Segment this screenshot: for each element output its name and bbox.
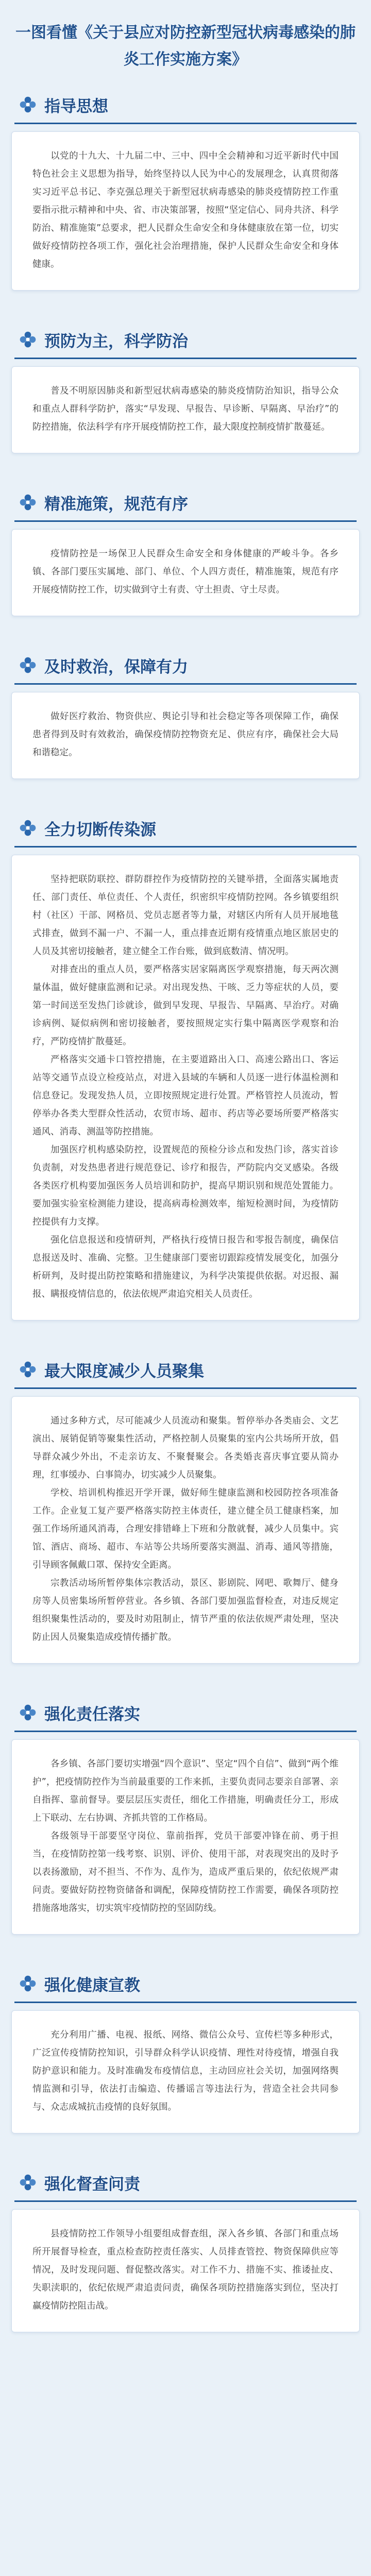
section-prevention — [11, 321, 360, 453]
section-title: 精准施策，规范有序 — [44, 495, 188, 514]
section-card — [11, 131, 360, 291]
section-title: 强化督查问责 — [44, 2175, 140, 2194]
paragraph: 坚持把联防联控、群防群控作为疫情防控的关键举措，全面落实属地责任、部门责任、单位责任、个人责任，织密织牢疫情防控网。各乡镇要组织村（社区）干部、网格员、党员志愿者等力量，对辖区内所有人员开展地毯式排查，做到不漏一户、不漏一人，重点排查近期有疫情重点地区旅居史的人员及其密切接触者，建立健全工作台账，做到底数清、情况明。 — [32, 874, 339, 957]
paragraph: 疫情防控是一场保卫人民群众生命安全和身体健康的严峻斗争。各乡镇、各部门要压实属地、部门、单位、个人四方责任，精准施策，规范有序开展疫情防控工作，切实做到守土有责、守土担责、守土尽责。 — [32, 549, 339, 595]
section-supervision — [11, 2164, 360, 2332]
section-title: 预防为主，科学防治 — [44, 332, 188, 351]
paragraph: 各乡镇、各部门要切实增强“四个意识”、坚定“四个自信”、做到“两个维护”，把疫情防控作为当前最重要的工作来抓，主要负责同志要亲自部署、亲自指挥、靠前督导。要层层压实责任，细化工作措施，明确责任分工，形成上下联动、左右协调、齐抓共管的工作格局。 — [32, 1759, 339, 1823]
section-title: 及时救治，保障有力 — [44, 657, 188, 676]
section-header — [14, 87, 357, 124]
section-title: 强化健康宣教 — [44, 1976, 140, 1995]
section-header — [14, 2164, 357, 2202]
paragraph: 充分利用广播、电视、报纸、网络、微信公众号、宣传栏等多种形式，广泛宣传疫情防控知识，引导群众科学认识疫情、理性对待疫情，增强自我防护意识和能力。及时准确发布疫情信息，主动回应社会关切，加强网络舆情监测和引导，依法打击编造、传播谣言等违法行为，营造全社会共同参与、众志成城抗击疫情的良好氛围。 — [32, 2030, 339, 2112]
section-header — [14, 484, 357, 522]
section-title: 强化责任落实 — [44, 1705, 140, 1724]
section-guiding-ideology — [11, 87, 360, 291]
section-reduce-gatherings — [11, 1351, 360, 1664]
section-header — [14, 1694, 357, 1732]
section-card — [11, 2209, 360, 2332]
flower-icon — [19, 2173, 37, 2192]
section-title: 指导思想 — [44, 97, 108, 116]
paragraph: 严格落实交通卡口管控措施，在主要道路出入口、高速公路出口、客运站等交通节点设立检疫站点，对进入县域的车辆和人员逐一进行体温检测和信息登记。发现发热人员，立即按照规定进行处置。严格管控人员流动，暂停举办各类大型群众性活动，农贸市场、超市、药店等必要场所要严格落实通风、消毒、测温等防控措施。 — [32, 1055, 339, 1137]
paragraph: 加强医疗机构感染防控，设置规范的预检分诊点和发热门诊，落实首诊负责制，对发热患者进行规范登记、诊疗和报告，严防院内交叉感染。各级各类医疗机构要加强医务人员培训和防护，提高早期识别和规范处置能力。要加强实验室检测能力建设，提高病毒检测效率，缩短检测时间，为疫情防控提供有力支撑。 — [32, 1145, 339, 1227]
section-card — [11, 855, 360, 1320]
section-title: 全力切断传染源 — [44, 820, 156, 839]
section-card — [11, 529, 360, 616]
section-card — [11, 1739, 360, 1935]
section-header — [14, 1965, 357, 2003]
section-header — [14, 647, 357, 685]
flower-icon — [19, 656, 37, 674]
flower-icon — [19, 1974, 37, 1993]
section-card — [11, 2010, 360, 2133]
flower-icon — [19, 330, 37, 349]
sections-container — [0, 87, 371, 2332]
section-header — [14, 810, 357, 848]
paragraph: 各级领导干部要坚守岗位、靠前指挥，党员干部要冲锋在前、勇于担当，在疫情防控第一线考察、识别、评价、使用干部，对表现突出的及时予以表扬激励，对不担当、不作为、乱作为，造成严重后果的，依纪依规严肃问责。要做好防控物资储备和调配，保障疫情防控工作需要，确保各项防控措施落地落实，切实筑牢疫情防控的坚固防线。 — [32, 1831, 339, 1913]
paragraph: 对排查出的重点人员，要严格落实居家隔离医学观察措施，每天两次测量体温，做好健康监测和记录。对出现发热、干咳、乏力等症状的人员，要第一时间送至发热门诊就诊，做到早发现、早报告、早隔离、早治疗。对确诊病例、疑似病例和密切接触者，要按照规定实行集中隔离医学观察和治疗，严防疫情扩散蔓延。 — [32, 964, 339, 1047]
section-card — [11, 366, 360, 453]
section-title: 最大限度减少人员聚集 — [44, 1362, 204, 1381]
section-header — [14, 321, 357, 359]
paragraph: 做好医疗救治、物资供应、舆论引导和社会稳定等各项保障工作，确保患者得到及时有效救治，确保疫情防控物资充足、供应有序，确保社会大局和谐稳定。 — [32, 711, 339, 758]
section-responsibility — [11, 1694, 360, 1935]
section-timely-treatment — [11, 647, 360, 779]
page-title: 一图看懂《关于县应对防控新型冠状病毒感染的肺炎工作实施方案》 — [15, 24, 356, 69]
section-card — [11, 1396, 360, 1664]
paragraph: 学校、培训机构推迟开学开课，做好师生健康监测和校园防控各项准备工作。企业复工复产要严格落实防控主体责任，建立健全员工健康档案，加强工作场所通风消毒，合理安排错峰上下班和分散就餐，减少人员集中。宾馆、酒店、商场、超市、车站等公共场所要落实测温、消毒、通风等措施，引导顾客佩戴口罩、保持安全距离。 — [32, 1488, 339, 1570]
section-card — [11, 692, 360, 779]
section-health-education — [11, 1965, 360, 2133]
paragraph: 县疫情防控工作领导小组要组成督查组，深入各乡镇、各部门和重点场所开展督导检查，重点检查防控责任落实、人员排查管控、物资保障供应等情况，及时发现问题、督促整改落实。对工作不力、措施不实、推诿扯皮、失职渎职的，依纪依规严肃追责问责，确保各项防控措施落实到位，坚决打赢疫情防控阻击战。 — [32, 2229, 339, 2311]
section-precise-measures — [11, 484, 360, 616]
flower-icon — [19, 493, 37, 512]
flower-icon — [19, 95, 37, 114]
section-cut-infection-source — [11, 810, 360, 1320]
paragraph: 宗教活动场所暂停集体宗教活动，景区、影剧院、网吧、歌舞厅、健身房等人员密集场所暂停营业。各乡镇、各部门要加强监督检查，对违反规定组织聚集性活动的，要及时劝阻制止，情节严重的依法依规严肃处理，坚决防止因人员聚集造成疫情传播扩散。 — [32, 1578, 339, 1642]
paragraph: 强化信息报送和疫情研判，严格执行疫情日报告和零报告制度，确保信息报送及时、准确、完整。卫生健康部门要密切跟踪疫情发展变化，加强分析研判，及时提出防控策略和措施建议，为科学决策提供依据。对迟报、漏报、瞒报疫情信息的，依法依规严肃追究相关人员责任。 — [32, 1235, 339, 1299]
section-header — [14, 1351, 357, 1389]
flower-icon — [19, 819, 37, 837]
paragraph: 通过多种方式，尽可能减少人员流动和聚集。暂停举办各类庙会、文艺演出、展销促销等聚集性活动，严格控制人员聚集的室内公共场所开放，倡导群众减少外出，不走亲访友、不聚餐聚会。各类婚丧喜庆事宜要从简办理，红事缓办、白事简办，切实减少人员聚集。 — [32, 1416, 339, 1480]
paragraph: 普及不明原因肺炎和新型冠状病毒感染的肺炎疫情防治知识，指导公众和重点人群科学防护，落实“早发现、早报告、早诊断、早隔离、早治疗”的防控措施，依法科学有序开展疫情防控工作，最大限度控制疫情扩散蔓延。 — [32, 386, 339, 432]
flower-icon — [19, 1360, 37, 1379]
paragraph: 以党的十九大、十九届二中、三中、四中全会精神和习近平新时代中国特色社会主义思想为指导，始终坚持以人民为中心的发展理念，认真贯彻落实习近平总书记、李克强总理关于新型冠状病毒感染的肺炎疫情防控工作重要指示批示精神和中央、省、市决策部署，按照“坚定信心、同舟共济、科学防治、精准施策”总要求，把人民群众生命安全和身体健康放在第一位，切实做好疫情防控各项工作，强化社会治理措施，保护人民群众生命安全和身体健康。 — [32, 151, 339, 269]
flower-icon — [19, 1703, 37, 1722]
